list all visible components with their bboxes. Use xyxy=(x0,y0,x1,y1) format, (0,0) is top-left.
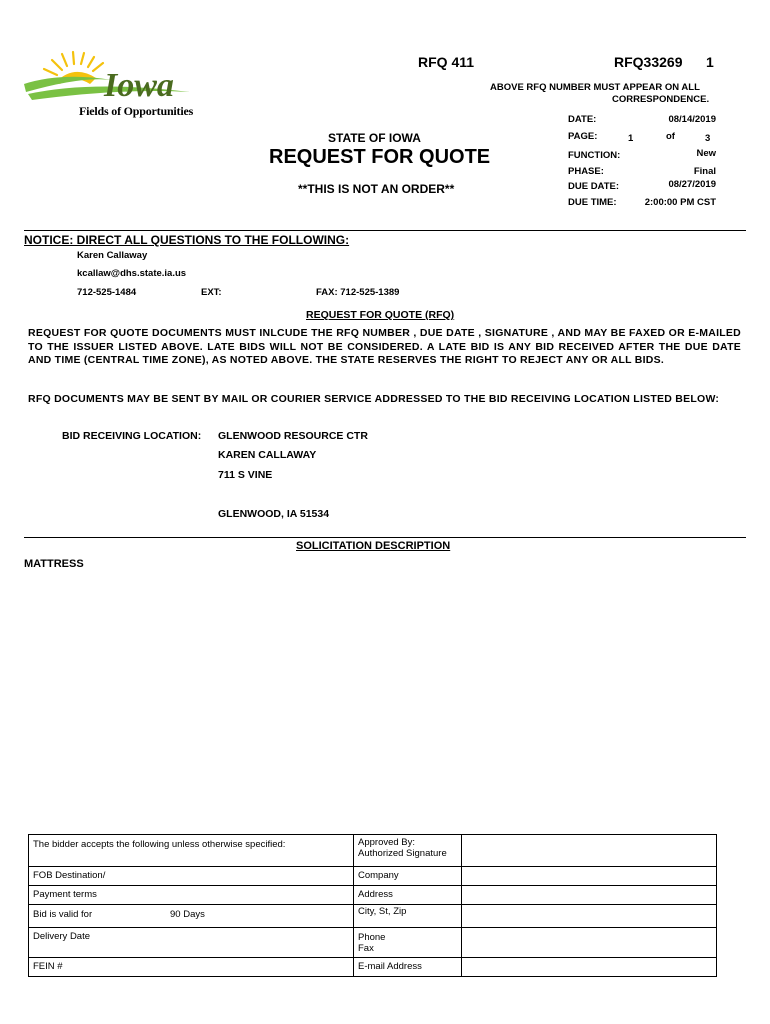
table-row xyxy=(29,886,717,905)
address-field[interactable] xyxy=(462,886,717,905)
city-label: City, St, Zip xyxy=(358,906,407,917)
rfq-notice-line2: CORRESPONDENCE. xyxy=(612,94,710,105)
payment-terms-cell xyxy=(29,886,354,905)
company-field[interactable] xyxy=(462,867,717,886)
table-row xyxy=(29,905,717,928)
solicitation-item: MATTRESS xyxy=(24,558,84,570)
function-value: New xyxy=(696,148,716,159)
of-label: of xyxy=(666,131,675,142)
table-row xyxy=(29,958,717,977)
bidder-terms-table xyxy=(28,834,717,977)
rfq-revision: 1 xyxy=(706,54,714,70)
contact-name: Karen Callaway xyxy=(77,250,148,261)
payment-terms-label: Payment terms xyxy=(33,889,97,900)
contact-fax: FAX: 712-525-1389 xyxy=(316,287,400,298)
fob-cell xyxy=(29,867,354,886)
divider-top xyxy=(24,230,746,231)
bidder-accepts-cell xyxy=(29,835,354,867)
date-value: 08/14/2019 xyxy=(668,114,716,125)
address-cell xyxy=(354,886,462,905)
bid-valid-value: 90 Days xyxy=(170,909,205,920)
rfq-section-heading: REQUEST FOR QUOTE (RFQ) xyxy=(306,309,455,321)
fob-label: FOB Destination/ xyxy=(33,870,106,881)
company-label: Company xyxy=(358,870,399,881)
phone-label: Phone xyxy=(358,932,386,943)
logo-tagline: Fields of Opportunities xyxy=(79,104,194,118)
phone-fax-field[interactable] xyxy=(462,928,717,958)
bid-location-label: BID RECEIVING LOCATION: xyxy=(62,430,202,442)
due-date-value: 08/27/2019 xyxy=(668,179,716,190)
bid-location-line3: 711 S VINE xyxy=(218,469,273,481)
function-label: FUNCTION: xyxy=(568,150,621,161)
rfq-notice-line1: ABOVE RFQ NUMBER MUST APPEAR ON ALL xyxy=(490,82,700,93)
fax-label: Fax xyxy=(358,943,374,954)
bid-location-line4: GLENWOOD, IA 51534 xyxy=(218,508,330,520)
contact-phone: 712-525-1484 xyxy=(77,287,137,298)
logo-wordmark: Iowa xyxy=(104,67,174,104)
table-row xyxy=(29,928,717,958)
approved-by-label: Approved By: xyxy=(358,837,416,848)
solicitation-heading: SOLICITATION DESCRIPTION xyxy=(296,540,451,552)
bid-location-line1: GLENWOOD RESOURCE CTR xyxy=(218,430,368,442)
city-field[interactable] xyxy=(462,905,717,928)
fein-label: FEIN # xyxy=(33,961,63,972)
delivery-date-label: Delivery Date xyxy=(33,931,91,942)
page-total: 3 xyxy=(705,133,711,144)
due-time-value: 2:00:00 PM CST xyxy=(644,197,716,208)
table-row xyxy=(29,867,717,886)
due-time-label: DUE TIME: xyxy=(568,197,617,208)
page-title: REQUEST FOR QUOTE xyxy=(269,146,491,168)
table-row xyxy=(29,835,717,867)
due-date-label: DUE DATE: xyxy=(568,181,620,192)
delivery-date-cell xyxy=(29,928,354,958)
phone-fax-cell xyxy=(354,928,462,958)
contact-email: kcallaw@dhs.state.ia.us xyxy=(77,268,187,279)
bid-valid-cell xyxy=(29,905,354,928)
rfq-instructions-paragraph: REQUEST FOR QUOTE DOCUMENTS MUST INLCUDE THE RFQ NUMBER , DUE DATE , SIGNATURE , AND MAY BE FAXED OR E-MAILED TO THE ISSUER LISTED ABOVE. LATE BIDS WILL NOT BE CONSIDERED. A LATE BID IS ANY BID RECEIVED AFTER THE DUE DATE AND TIME (CENTRAL TIME ZONE), AS NOTED ABOVE. THE STATE RESERVES THE RIGHT TO REJECT ANY OR ALL BIDS. xyxy=(28,327,741,366)
page-value: 1 xyxy=(628,133,634,144)
rfq-number: RFQ33269 xyxy=(614,54,683,70)
fein-cell xyxy=(29,958,354,977)
divider-solicitation xyxy=(24,537,746,538)
bid-valid-label: Bid is valid for xyxy=(33,909,93,920)
contact-heading: NOTICE: DIRECT ALL QUESTIONS TO THE FOLLOWING: xyxy=(24,233,350,247)
company-cell xyxy=(354,867,462,886)
rfq-delivery-paragraph: RFQ DOCUMENTS MAY BE SENT BY MAIL OR COURIER SERVICE ADDRESSED TO THE BID RECEIVING LOCATION LISTED BELOW: xyxy=(28,393,720,405)
rfq-left: RFQ 411 xyxy=(418,54,475,70)
address-label: Address xyxy=(358,889,393,900)
signature-field[interactable] xyxy=(462,835,717,867)
bid-location-line2: KAREN CALLAWAY xyxy=(218,449,317,461)
page-label: PAGE: xyxy=(568,131,598,142)
city-cell xyxy=(354,905,462,928)
not-an-order: **THIS IS NOT AN ORDER** xyxy=(298,182,455,196)
email-field[interactable] xyxy=(462,958,717,977)
phase-label: PHASE: xyxy=(568,166,604,177)
approved-by-cell xyxy=(354,835,462,867)
email-cell xyxy=(354,958,462,977)
authorized-signature-label: Authorized Signature xyxy=(358,848,447,859)
state-name: STATE OF IOWA xyxy=(328,131,421,145)
phase-value: Final xyxy=(693,166,716,177)
date-label: DATE: xyxy=(568,114,597,125)
bidder-accepts-text: The bidder accepts the following unless otherwise specified: xyxy=(33,839,286,850)
email-label: E-mail Address xyxy=(358,961,422,972)
contact-ext-label: EXT: xyxy=(201,287,222,298)
